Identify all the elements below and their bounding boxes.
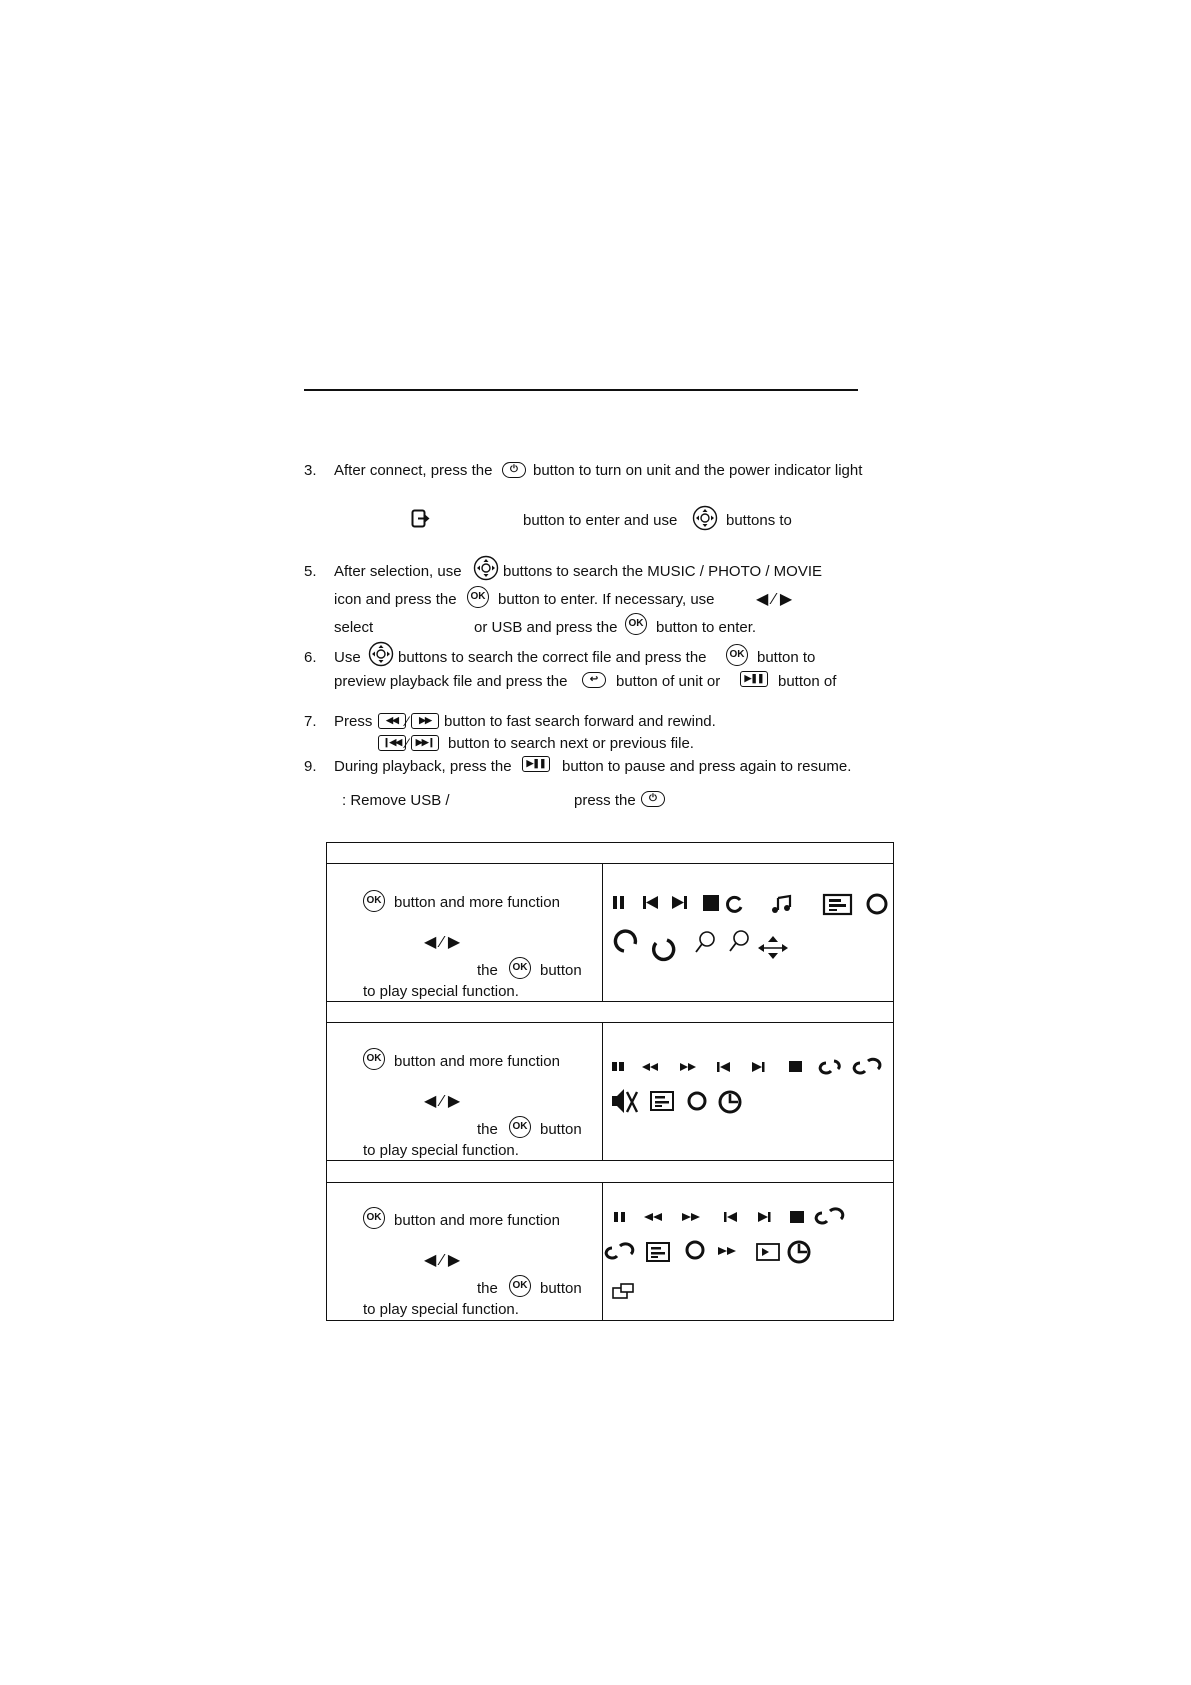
table-column-divider [602,1182,603,1321]
step-3-number: 3. [304,462,317,479]
table-row-divider [326,1160,894,1161]
return-icon: ↩ [582,672,606,688]
play-pause-icon: ▶❚❚ [740,671,768,687]
step-3-text-b: button to turn on unit and the power indicator light [533,462,863,479]
step-5-text-f: or USB and press the [474,619,618,636]
source-icon [411,509,429,529]
zoom-in-icon [696,932,714,952]
row-2-text-b: the [477,1121,498,1138]
row-3-text-a: button and more function [394,1212,560,1229]
step-6-text-b: buttons to search the correct file and press the [398,649,707,666]
previous-icon [643,896,658,909]
step-6-number: 6. [304,649,317,666]
step-6-text-a: Use [334,649,361,666]
note-text-a: : Remove USB / [342,792,450,809]
table-column-divider [602,1022,603,1160]
photo-function-icons [612,1058,892,1118]
step-4-text-a: button to enter and use [523,512,678,529]
info-icon [824,895,851,914]
step-3-text-a: After connect, press the [334,462,493,479]
fast-forward-icon [680,1063,696,1071]
table-column-divider [602,863,603,1001]
step-8-text-a: button to search next or previous file. [448,735,694,752]
slash-separator: ⁄ [406,735,409,751]
step-5-text-e: select [334,619,374,636]
row-2-text-c: button [540,1121,582,1138]
fast-forward-icon [682,1213,700,1221]
step-9-text-b: button to pause and press again to resume. [562,758,852,775]
step-5-number: 5. [304,563,317,580]
info-icon [647,1243,669,1261]
table-row-divider [326,1182,894,1183]
note-text-b: press the [574,792,636,809]
ok-icon: OK [726,644,748,666]
left-right-arrows-icon: ◀ ⁄ ▶ [756,591,793,608]
music-function-icons [612,894,892,974]
power-icon: ⏻ [502,462,526,478]
row-1-text-c: button [540,962,582,979]
navigation-pad-icon [368,641,394,667]
step-6-text-f: button of [778,673,837,690]
circle-icon [689,1093,705,1109]
move-icon [758,936,788,959]
zoom-out-icon [730,931,748,951]
next-icon: ▶▶❙ [411,735,439,751]
step-7-text-b: button to fast search forward and rewind. [444,713,716,730]
step-4-text-b: buttons to [726,512,792,529]
step-5-text-d: button to enter. If necessary, use [498,591,715,608]
play-pause-icon: ▶❚❚ [522,756,550,772]
pause-icon [612,1062,624,1071]
aspect-ratio-icon [613,1284,633,1298]
navigation-pad-icon [473,555,499,581]
repeat-icon [816,1209,843,1223]
rewind-icon [642,1063,658,1071]
next-icon [752,1062,765,1072]
rotate-right-icon [654,940,674,959]
step-5-text-g: button to enter. [656,619,757,636]
circle-icon [868,895,886,913]
previous-icon: ❙◀◀ [378,735,406,751]
repeat-icon [728,897,741,911]
row-3-text-b: the [477,1280,498,1297]
step-7-text-a: Press [334,713,373,730]
previous-icon [717,1062,730,1072]
left-right-arrows-icon: ◀ ⁄ ▶ [424,934,461,951]
pause-icon [614,1212,625,1222]
step-5-text-a: After selection, use [334,563,462,580]
step-9-number: 9. [304,758,317,775]
step-9-text-a: During playback, press the [334,758,512,775]
movie-function-icons [612,1208,892,1308]
row-1-text-d: to play special function. [363,983,519,1000]
ok-icon: OK [467,586,489,608]
rotate-left-icon [615,931,635,951]
ok-icon: OK [509,957,531,979]
row-1-text-a: button and more function [394,894,560,911]
ok-icon: OK [625,613,647,635]
ok-icon: OK [363,1207,385,1229]
ok-icon: OK [363,890,385,912]
row-1-text-b: the [477,962,498,979]
subtitle-icon [757,1244,779,1260]
header-rule [304,389,858,391]
row-2-text-d: to play special function. [363,1142,519,1159]
music-note-icon [772,896,790,913]
step-7-number: 7. [304,713,317,730]
clock-icon [789,1242,809,1262]
navigation-pad-icon [692,505,718,531]
power-icon: ⏻ [641,791,665,807]
pause-icon [613,896,624,909]
previous-icon [724,1212,737,1222]
rewind-icon: ◀◀ [378,713,406,729]
step-5-text-c: icon and press the [334,591,457,608]
left-right-arrows-icon: ◀ ⁄ ▶ [424,1252,461,1269]
stop-icon [790,1211,804,1223]
slow-forward-icon [718,1247,736,1255]
row-3-text-c: button [540,1280,582,1297]
slash-separator: ⁄ [406,713,409,729]
next-icon [672,896,687,909]
stop-icon [789,1061,802,1072]
table-row-divider [326,1022,894,1023]
stop-icon [703,895,719,911]
ok-icon: OK [363,1048,385,1070]
circle-icon [687,1242,703,1258]
table-row-divider [326,1001,894,1002]
rewind-icon [644,1213,662,1221]
table-row-divider [326,863,894,864]
mute-icon [612,1089,637,1113]
step-6-text-e: button of unit or [616,673,721,690]
next-icon [758,1212,771,1222]
repeat-all-icon [854,1059,880,1073]
row-2-text-a: button and more function [394,1053,560,1070]
repeat-icon [820,1061,839,1073]
ok-icon: OK [509,1275,531,1297]
step-5-text-b: buttons to search the MUSIC / PHOTO / MOVIE [503,563,822,580]
info-icon [651,1092,673,1110]
ok-icon: OK [509,1116,531,1138]
fast-forward-icon: ▶▶ [411,713,439,729]
left-right-arrows-icon: ◀ ⁄ ▶ [424,1093,461,1110]
step-6-text-d: preview playback file and press the [334,673,568,690]
clock-icon [720,1092,740,1112]
step-6-text-c: button to [757,649,816,666]
row-3-text-d: to play special function. [363,1301,519,1318]
